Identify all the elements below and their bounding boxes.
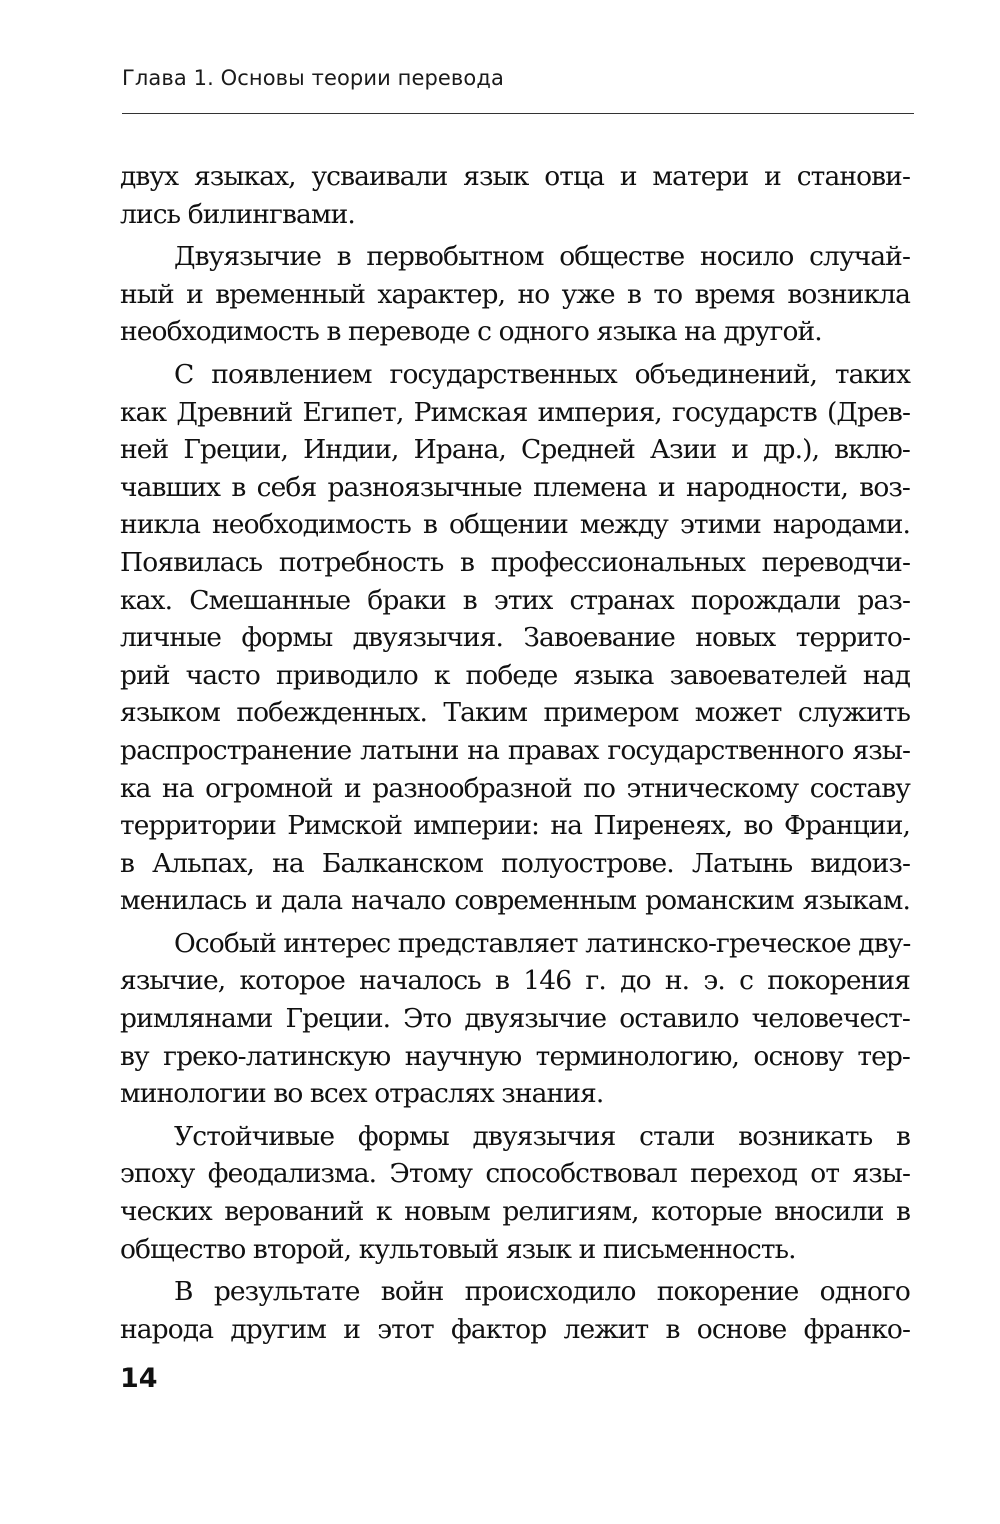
text-line: личные формы двуязычия. Завоевание новых террито- xyxy=(120,622,910,654)
text-line: территории Римской империи: на Пиренеях, во Франции, xyxy=(120,810,910,842)
text-line: Двуязычие в первобытном обществе носило случай- xyxy=(174,241,910,273)
text-line: языком побежденных. Таким примером может служить xyxy=(120,697,910,729)
text-line: В результате войн происходило покорение одного xyxy=(174,1276,910,1308)
text-line: двух языках, усваивали язык отца и матери и станови- xyxy=(120,161,910,192)
text-line: рий часто приводило к победе языка завоевателей над xyxy=(120,659,910,691)
text-line: в Альпах, на Балканском полуострове. Латынь видоиз- xyxy=(120,847,910,879)
paragraph-5 xyxy=(120,1118,910,1268)
text-line: Появилась потребность в профессиональных переводчи- xyxy=(120,546,910,578)
text-line: никла необходимость в общении между этими народами. xyxy=(120,509,910,541)
text-line: ный и временный характер, но уже в то время возникла xyxy=(120,278,910,310)
text-line: минологии во всех отраслях знания. xyxy=(120,1078,604,1110)
text-line: С появлением государственных объединений, таких xyxy=(174,358,910,390)
text-line: эпоху феодализма. Этому способствовал переход от язы- xyxy=(120,1158,910,1190)
paragraph-4 xyxy=(120,925,910,1113)
text-line: Особый интерес представляет латинско-греческое дву- xyxy=(174,927,911,959)
paragraph-2 xyxy=(120,238,910,351)
paragraph-3 xyxy=(120,356,910,920)
text-line: ву греко-латинскую научную терминологию, основу тер- xyxy=(120,1040,910,1072)
text-line: как Древний Египет, Римская империя, государств (Древ- xyxy=(120,396,910,428)
paragraph-1 xyxy=(120,158,910,233)
text-line: Устойчивые формы двуязычия стали возникать в xyxy=(174,1120,910,1152)
paragraph-6 xyxy=(120,1273,910,1348)
header-rule xyxy=(122,113,914,114)
text-line: народа другим и этот фактор лежит в основе франко- xyxy=(120,1313,910,1345)
text-line: необходимость в переводе с одного языка на другой. xyxy=(120,316,822,348)
page-number: 14 xyxy=(120,1363,158,1394)
text-line: язычие, которое началось в 146 г. до н. э. с покорения xyxy=(120,965,910,997)
text-line: лись билингвами. xyxy=(120,198,355,230)
text-line: ней Греции, Индии, Ирана, Средней Азии и др.), вклю- xyxy=(120,434,910,466)
text-line: римлянами Греции. Это двуязычие оставило человечест- xyxy=(120,1003,910,1035)
body-text xyxy=(120,158,910,1348)
text-line: общество второй, культовый язык и письменность. xyxy=(120,1233,796,1265)
text-line: распространение латыни на правах государственного язы- xyxy=(120,734,910,766)
text-line: ка на огромной и разнообразной по этническому составу xyxy=(120,772,910,804)
text-line: чавших в себя разноязычные племена и народности, воз- xyxy=(120,471,910,503)
text-line: менилась и дала начало современным романским языкам. xyxy=(120,885,910,917)
running-title: Глава 1. Основы теории перевода xyxy=(122,66,504,90)
text-line: ках. Смешанные браки в этих странах порождали раз- xyxy=(120,584,910,616)
text-line: ческих верований к новым религиям, которые вносили в xyxy=(120,1196,910,1228)
